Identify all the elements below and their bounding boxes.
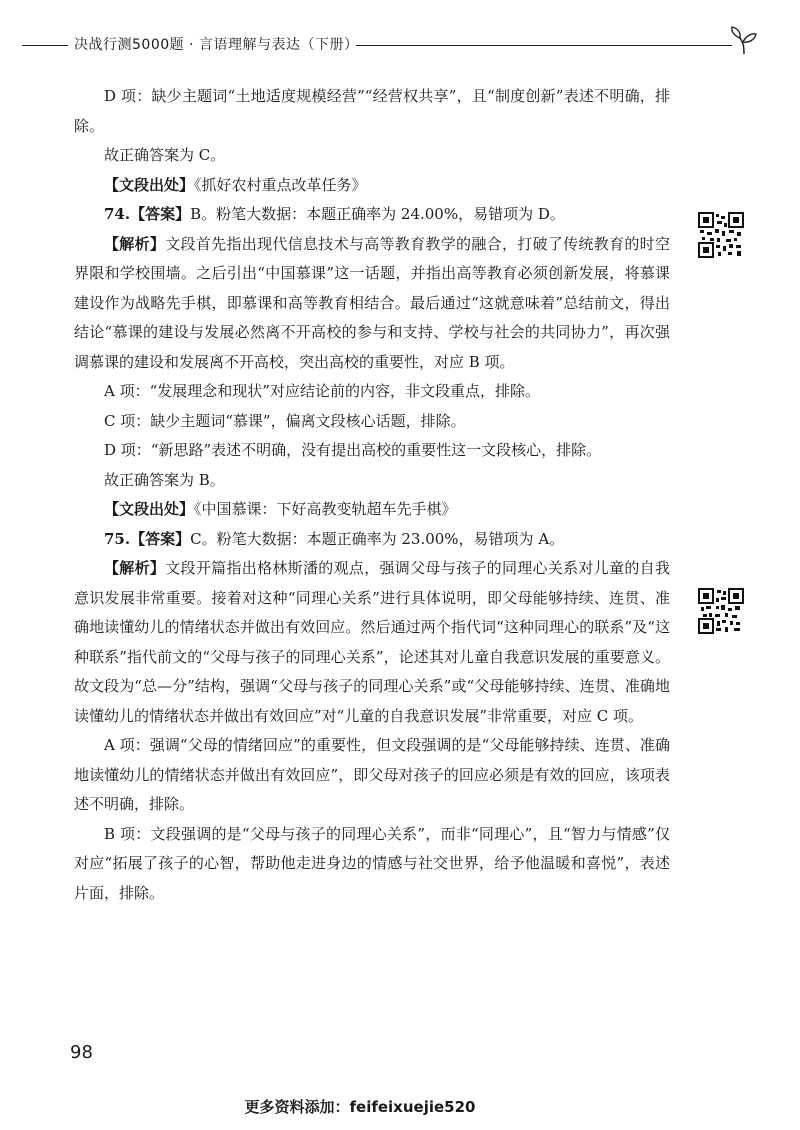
qr-code-icon[interactable] bbox=[698, 588, 744, 634]
paragraph bbox=[74, 82, 670, 141]
paragraph bbox=[74, 495, 670, 525]
paragraph bbox=[74, 820, 670, 909]
paragraph-text: 故正确答案为 B。 bbox=[104, 470, 225, 489]
page-body bbox=[74, 82, 670, 908]
paragraph bbox=[74, 377, 670, 407]
paragraph-text: D 项：“新思路”表述不明确，没有提出高校的重要性这一文段核心，排除。 bbox=[104, 441, 602, 459]
paragraph bbox=[74, 525, 670, 555]
sprout-icon bbox=[726, 24, 762, 60]
paragraph-text: A 项：强调“父母的情绪回应”的重要性，但文段强调的是“父母能够持续、连贯、准确地读懂幼儿的情绪状态并做出有效回应”，即父母对孩子的回应必须是有效的回应，该项表述不明确，排除。 bbox=[74, 736, 670, 813]
paragraph-text: 《中国慕课：下好高教变轨超车先手棋》 bbox=[194, 500, 457, 518]
paragraph-text: C 项：缺少主题词“慕课”，偏离文段核心话题，排除。 bbox=[104, 411, 466, 430]
paragraph bbox=[74, 200, 670, 230]
paragraph bbox=[74, 407, 670, 437]
paragraph bbox=[74, 466, 670, 496]
paragraph bbox=[74, 230, 670, 378]
paragraph-label: 【文段出处】 bbox=[104, 500, 195, 518]
paragraph-text: B。粉笔大数据：本题正确率为 24.00%，易错项为 D。 bbox=[190, 205, 565, 223]
paragraph-label: 74.【答案】 bbox=[104, 205, 191, 223]
paragraph-text: C。粉笔大数据：本题正确率为 23.00%，易错项为 A。 bbox=[190, 529, 565, 548]
paragraph-text: D 项：缺少主题词“土地适度规模经营”“经营权共享”，且“制度创新”表述不明确，排除。 bbox=[74, 87, 670, 135]
paragraph-label: 【文段出处】 bbox=[104, 175, 195, 194]
paragraph-text: A 项：“发展理念和现状”对应结论前的内容，非文段重点，排除。 bbox=[104, 382, 540, 400]
paragraph-label: 【解析】 bbox=[104, 559, 166, 577]
page-number: 98 bbox=[70, 1042, 93, 1063]
paragraph-text: B 项：文段强调的是“父母与孩子的同理心关系”，而非“同理心”，且“智力与情感”仅对应“拓展了孩子的心智，帮助他走进身边的情感与社交世界，给予他温暖和喜悦”，表述片面，排除。 bbox=[74, 824, 670, 902]
paragraph-label: 75.【答案】 bbox=[104, 529, 191, 548]
qr-code-icon[interactable] bbox=[698, 212, 744, 258]
paragraph bbox=[74, 171, 670, 201]
book-title: 决战行测5000题 · 言语理解与表达（下册） bbox=[74, 37, 359, 53]
paragraph bbox=[74, 436, 670, 466]
paragraph bbox=[74, 554, 670, 731]
running-header bbox=[0, 24, 800, 64]
header-rule-left bbox=[22, 45, 68, 46]
paragraph-text: 故正确答案为 C。 bbox=[104, 146, 226, 164]
paragraph-text: 文段开篇指出格林斯潘的观点，强调父母与孩子的同理心关系对儿童的自我意识发展非常重要。接着对这种“同理心关系”进行具体说明，即父母能够持续、连贯、准确地读懂幼儿的情绪状态并做出有效回应。然后通过两个指代词“这种同理心的联系”及“这种联系”指代前文的“父母与孩子的同理心关系”，论述其对儿童自我意识发展的重要意义。故文段为“总—分”结构，强调“父母与孩子的同理心关系”或“父母能够持续、连贯、准确地读懂幼儿的情绪状态并做出有效回应”对“儿童的自我意识发展”非常重要，对应 C 项。 bbox=[74, 559, 670, 725]
paragraph bbox=[74, 731, 670, 820]
paragraph-text: 文段首先指出现代信息技术与高等教育教学的融合，打破了传统教育的时空界限和学校围墙。之后引出“中国慕课”这一话题，并指出高等教育必须创新发展，将慕课建设作为战略先手棋，即慕课和高等教育相结合。最后通过“这就意味着”总结前文，得出结论“慕课的建设与发展必然离不开高校的参与和支持、学校与社会的共同协力”，再次强调慕课的建设和发展离不开高校，突出高校的重要性，对应 B 项。 bbox=[74, 234, 670, 371]
paragraph bbox=[74, 141, 670, 171]
footer-contact-note: 更多资料添加：feifeixuejie520 bbox=[244, 1098, 476, 1116]
paragraph-label: 【解析】 bbox=[104, 234, 166, 253]
paragraph-text: 《抓好农村重点改革任务》 bbox=[194, 175, 367, 194]
header-rule-right bbox=[356, 45, 732, 46]
